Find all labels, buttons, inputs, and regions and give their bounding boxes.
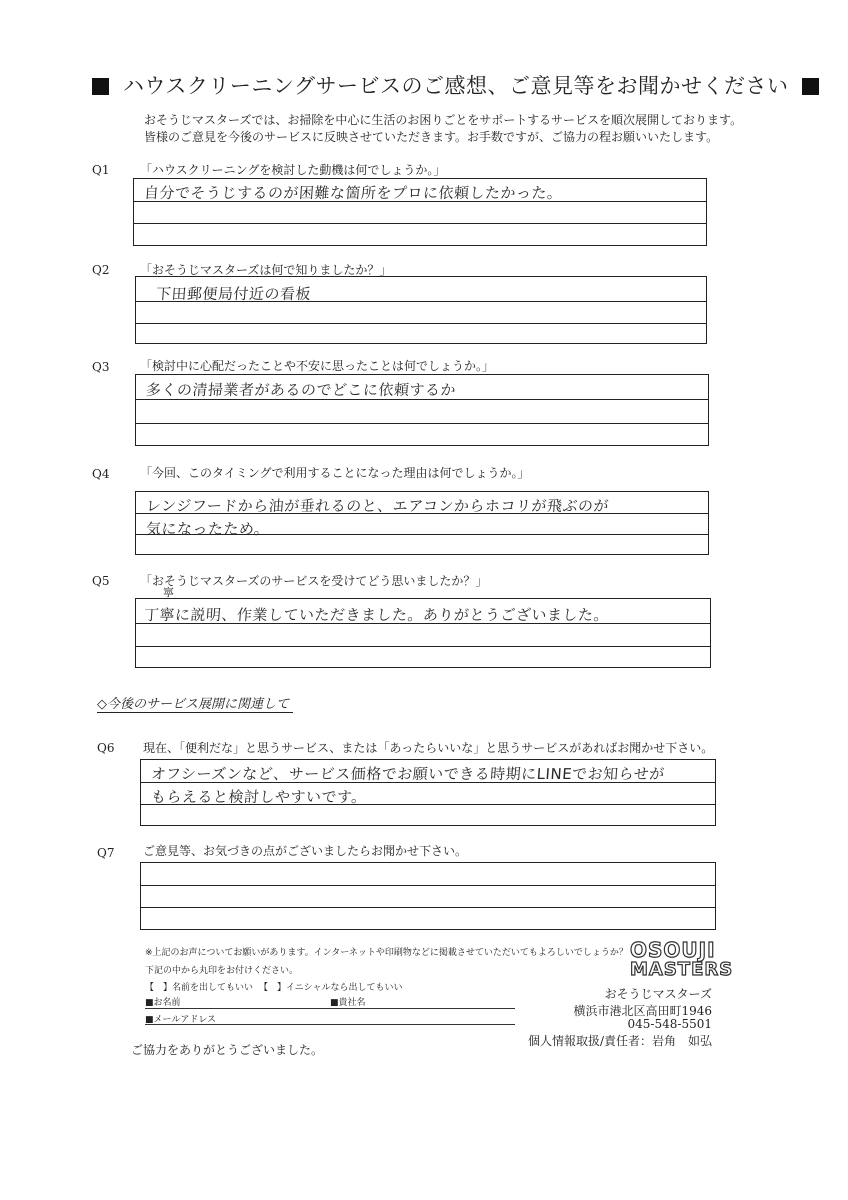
email-field-line[interactable] xyxy=(145,1024,515,1025)
handwritten-answer: もらえると検討しやすいです。 xyxy=(150,788,368,806)
company-phone: 045-548-5501 xyxy=(627,1017,712,1031)
thanks-message: ご協力をありがとうございました。 xyxy=(131,1043,324,1057)
question-number: Q4 xyxy=(92,467,110,481)
question-text: 「今回、このタイミングで利用することになった理由は何でしょうか。」 xyxy=(140,466,530,480)
ruled-line xyxy=(141,885,715,886)
answer-box-q1[interactable] xyxy=(133,178,707,246)
consent-instruction: 下記の中から丸印をお付けください。 xyxy=(145,966,299,976)
company-label: ■貴社名 xyxy=(330,998,366,1008)
intro-line-1: おそうじマスターズでは、お掃除を中心に生活のお困りごとをサポートするサービスを順次展開しております。 xyxy=(144,113,743,127)
square-bullet-icon xyxy=(92,78,109,95)
handwritten-answer: 多くの清掃業者があるのでどこに依頼するか xyxy=(145,381,457,399)
question-number: Q7 xyxy=(97,846,115,860)
square-bullet-icon xyxy=(802,78,819,95)
ruled-line xyxy=(134,223,706,224)
logo-line-2: MASTERS xyxy=(630,959,734,980)
question-number: Q5 xyxy=(92,574,110,588)
answer-box-q6[interactable] xyxy=(140,759,716,826)
answer-box-q4[interactable] xyxy=(135,491,709,555)
handwritten-answer: オフシーズンなど、サービス価格でお願いできる時期にLINEでお知らせが xyxy=(150,765,666,783)
ruled-line xyxy=(136,423,708,424)
answer-box-q7[interactable] xyxy=(140,862,716,930)
question-text: 「検討中に心配だったことや不安に思ったことは何でしょうか。」 xyxy=(140,359,495,373)
handwritten-answer: 自分でそうじするのが困難な箇所をプロに依頼したかった。 xyxy=(143,184,564,202)
name-label: ■お名前 xyxy=(145,998,181,1008)
osouji-masters-logo xyxy=(630,940,733,980)
question-text: 「おそうじマスターズのサービスを受けてどう思いましたか？」 xyxy=(140,574,488,588)
question-number: Q3 xyxy=(92,360,110,374)
consent-notice: ※上記のお声についてお願いがあります。インターネットや印刷物などに掲載させていただいてもよろしいでしょうか？ xyxy=(145,948,628,958)
handwritten-answer: レンジフードから油が垂れるのと、エアコンからホコリが飛ぶのが xyxy=(145,497,610,515)
question-text: ご意見等、お気づきの点がございましたらお聞かせ下さい。 xyxy=(143,844,468,858)
question-number: Q2 xyxy=(92,263,110,277)
name-field-line[interactable] xyxy=(145,1008,515,1009)
question-text: 「おそうじマスターズは何で知りましたか？」 xyxy=(140,263,392,277)
page-title xyxy=(92,70,789,100)
intro-line-2: 皆様のご意見を今後のサービスに反映させていただきます。お手数ですが、ご協力の程お願いいたします。 xyxy=(144,130,719,144)
company-name: おそうじマスターズ xyxy=(604,987,712,1001)
handwritten-answer: 丁寧に説明、作業していただきました。ありがとうございました。 xyxy=(143,606,610,624)
question-text: 「ハウスクリーニングを検討した動機は何でしょうか。」 xyxy=(140,163,446,177)
privacy-officer: 個人情報取扱/責任者：岩角 如弘 xyxy=(527,1034,712,1048)
page-title-text: ハウスクリーニングサービスのご感想、ご意見等をお聞かせください xyxy=(123,74,789,98)
section-heading: ◇今後のサービス展開に関連して xyxy=(97,693,293,713)
company-address: 横浜市港北区高田町1946 xyxy=(573,1004,712,1018)
logo-line-1: OSOUJI xyxy=(630,938,716,962)
option-initials[interactable]: 【 】イニシャルなら出してもいい xyxy=(259,983,403,993)
ruled-line xyxy=(136,323,706,324)
handwritten-answer: 下田郵便局付近の看板 xyxy=(155,285,312,303)
handwritten-answer: 気になったため。 xyxy=(145,520,271,538)
answer-box-q2[interactable] xyxy=(135,276,707,344)
question-text: 現在、「便利だな」と思うサービス、または「あったらいいな」と思うサービスがあればお聞かせ下さい。 xyxy=(143,741,714,755)
ruled-line xyxy=(136,646,710,647)
handwritten-correction: 寧 xyxy=(163,586,174,599)
question-number: Q1 xyxy=(92,163,110,177)
email-label: ■メールアドレス xyxy=(145,1015,217,1025)
answer-box-q5[interactable] xyxy=(135,598,711,668)
answer-box-q3[interactable] xyxy=(135,374,709,446)
option-full-name[interactable]: 【 】名前を出してもいい xyxy=(145,983,254,993)
question-number: Q6 xyxy=(97,741,115,755)
ruled-line xyxy=(141,907,715,908)
